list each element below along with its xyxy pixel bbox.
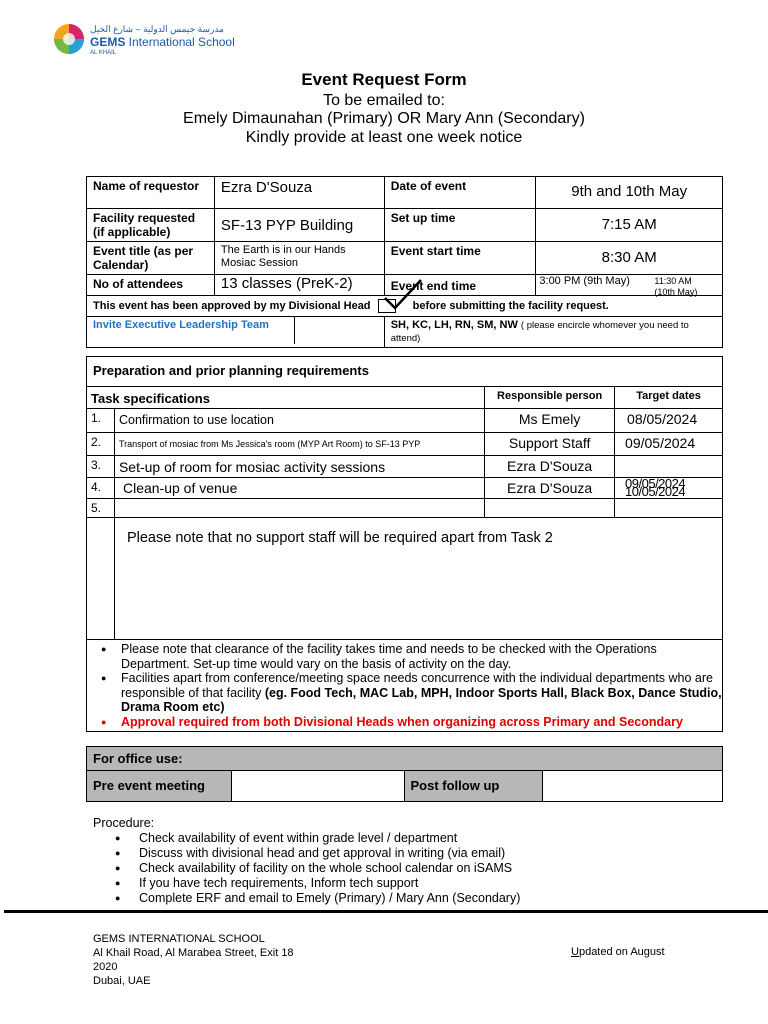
- start-value[interactable]: 8:30 AM: [536, 242, 723, 275]
- logo-sub: AL KHAIL: [90, 50, 117, 56]
- note-bullet-1: ● Please note that clearance of the facility takes time and needs to be checked with the Operations Department. Set-up time would vary on the basis of activity on the day.: [87, 642, 722, 671]
- task-date[interactable]: 08/05/2024: [615, 409, 723, 433]
- note-spacer: [87, 518, 115, 640]
- invite-row: [87, 317, 385, 348]
- footer-school: GEMS INTERNATIONAL SCHOOL: [93, 933, 265, 945]
- task-person[interactable]: Support Staff: [485, 433, 615, 456]
- task-text[interactable]: Set-up of room for mosiac activity sessions: [114, 456, 484, 478]
- attendees-value[interactable]: 13 classes (PreK-2): [214, 275, 384, 296]
- task-date[interactable]: 09/05/2024: [615, 433, 723, 456]
- task-text[interactable]: Clean-up of venue: [114, 478, 484, 499]
- task-person[interactable]: [485, 499, 615, 518]
- approval-row: [87, 296, 723, 317]
- logo-name: GEMS International School: [90, 35, 235, 49]
- procedure-item: ● Discuss with divisional head and get approval in writing (via email): [93, 846, 520, 861]
- header-line-2: Emely Dimaunahan (Primary) OR Mary Ann (Secondary): [183, 110, 585, 127]
- planning-heading: Preparation and prior planning requirements: [87, 357, 723, 387]
- post-follow-value[interactable]: [543, 771, 723, 802]
- footer-street: Al Khail Road, Al Marabea Street, Exit 18: [93, 947, 294, 959]
- office-use-table: [86, 746, 723, 802]
- pre-event-value[interactable]: [231, 771, 404, 802]
- col-date-header: Target dates: [615, 387, 723, 409]
- planning-notes: [87, 640, 723, 732]
- col-person-header: Responsible person: [485, 387, 615, 409]
- task-person[interactable]: Ezra D'Souza: [485, 478, 615, 499]
- procedure-section: [93, 816, 520, 906]
- pre-event-label: Pre event meeting: [87, 771, 232, 802]
- task-text[interactable]: Transport of mosiac from Ms Jessica's room (MYP Art Room) to SF-13 PYP: [114, 433, 484, 456]
- end-value-2: 11:30 AM (10th May): [654, 276, 698, 297]
- invite-label: Invite Executive Leadership Team: [87, 317, 295, 344]
- logo-arabic-text: مدرسة جيمس الدولية – شارع الخيل: [90, 24, 224, 34]
- planning-table: [86, 356, 723, 732]
- post-follow-label: Post follow up: [404, 771, 543, 802]
- support-note[interactable]: Please note that no support staff will be required apart from Task 2: [114, 518, 722, 640]
- date-value[interactable]: 9th and 10th May: [536, 177, 723, 209]
- leaders-note: ( please encircle whomever you need to attend): [390, 320, 689, 344]
- office-heading: For office use:: [87, 747, 723, 771]
- leaders-list[interactable]: SH, KC, LH, RN, SM, NW: [390, 319, 518, 331]
- procedure-item: ● If you have tech requirements, Inform tech support: [93, 876, 520, 891]
- procedure-item: ● Check availability of event within grade level / department: [93, 831, 520, 846]
- name-label: Name of requestor: [87, 177, 215, 209]
- event-title-value[interactable]: The Earth is in our Hands Mosiac Session: [214, 242, 384, 275]
- setup-value[interactable]: 7:15 AM: [536, 209, 723, 242]
- task-date[interactable]: [615, 499, 723, 518]
- event-title-label: Event title (as per Calendar): [87, 242, 215, 275]
- facility-label: Facility requested (if applicable): [87, 209, 215, 242]
- table-row: [87, 478, 723, 499]
- footer-year: 2020: [93, 961, 118, 973]
- footer-city: Dubai, UAE: [93, 975, 151, 987]
- task-number: 3.: [87, 456, 115, 478]
- end-label: Event end time: [384, 275, 536, 296]
- task-number: 1.: [87, 409, 115, 433]
- attendees-label: No of attendees: [87, 275, 215, 296]
- table-row: [87, 499, 723, 518]
- start-label: Event start time: [384, 242, 536, 275]
- form-title: Event Request Form: [301, 70, 467, 89]
- task-number: 5.: [87, 499, 115, 518]
- end-value[interactable]: [536, 275, 723, 296]
- end-value-1: 3:00 PM (9th May): [539, 275, 630, 287]
- procedure-item: ● Complete ERF and email to Emely (Primary) / Mary Ann (Secondary): [93, 891, 520, 906]
- procedure-item: ● Check availability of facility on the whole school calendar on iSAMS: [93, 861, 520, 876]
- footer-address: [93, 932, 294, 988]
- leaders-cell: [384, 317, 722, 348]
- request-details-table: [86, 176, 723, 348]
- note-bullet-3: ● Approval required from both Divisional Heads when organizing across Primary and Secondary: [87, 715, 722, 730]
- task-number: 2.: [87, 433, 115, 456]
- footer-divider: [4, 910, 768, 913]
- table-row: [87, 456, 723, 478]
- facility-value[interactable]: SF-13 PYP Building: [214, 209, 384, 242]
- task-person[interactable]: Ms Emely: [485, 409, 615, 433]
- task-number: 4.: [87, 478, 115, 499]
- approval-text-2: before submitting the facility request.: [412, 299, 609, 312]
- table-row: [87, 433, 723, 456]
- task-date[interactable]: 09/05/2024 10/05/2024: [615, 478, 723, 499]
- table-row: [87, 409, 723, 433]
- procedure-title: Procedure:: [93, 816, 155, 830]
- approval-text-1: This event has been approved by my Divisional Head: [93, 299, 371, 312]
- header-line-3: Kindly provide at least one week notice: [245, 129, 523, 146]
- checkmark-icon: [383, 276, 423, 312]
- name-value[interactable]: Ezra D'Souza: [214, 177, 384, 209]
- col-task-header: Task specifications: [87, 387, 485, 409]
- header-line-1: To be emailed to:: [323, 92, 445, 109]
- task-person[interactable]: Ezra D'Souza: [485, 456, 615, 478]
- task-text[interactable]: Confirmation to use location: [114, 409, 484, 433]
- setup-label: Set up time: [384, 209, 536, 242]
- invite-value[interactable]: [295, 317, 384, 344]
- task-text[interactable]: [114, 499, 484, 518]
- task-date[interactable]: [615, 456, 723, 478]
- date-label: Date of event: [384, 177, 536, 209]
- school-logo: [52, 16, 235, 62]
- note-bullet-2: ● Facilities apart from conference/meeting space needs concurrence with the individual departments who are responsible of that facility (eg. Food Tech, MAC Lab, MPH, Indoor Sports Hall, Black Box, Dance Studio, Drama Room etc): [87, 671, 722, 715]
- footer-updated: Updated on August: [571, 946, 665, 958]
- logo-emblem-icon: [52, 22, 86, 56]
